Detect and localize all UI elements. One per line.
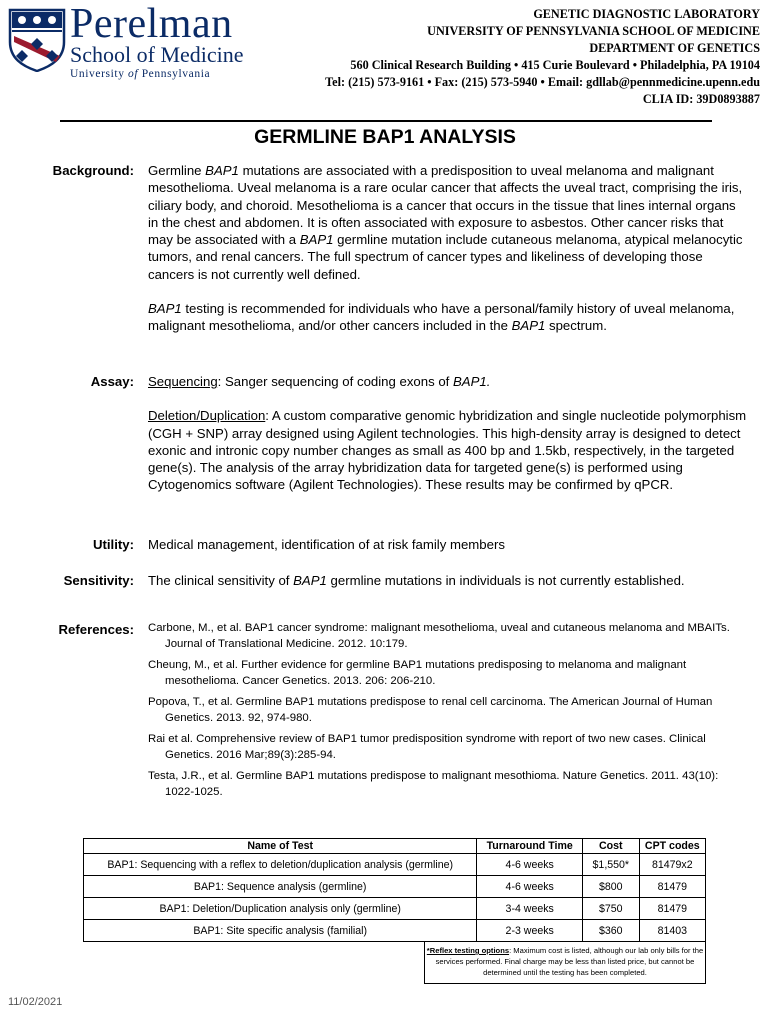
test-cpt: 81479 <box>639 876 705 898</box>
assay-label: Assay: <box>90 374 134 389</box>
background-paragraph-2: BAP1 testing is recommended for individuals who have a personal/family history of uveal melanoma, malignant mesothelioma, and/or other cancers included in the BAP1 spectrum. <box>148 301 735 334</box>
test-cpt: 81479x2 <box>639 854 705 876</box>
test-name: BAP1: Site specific analysis (familial) <box>84 920 477 942</box>
utility-text: Medical management, identification of at risk family members <box>148 537 505 552</box>
test-cost: $1,550* <box>583 854 640 876</box>
background-text <box>148 162 748 335</box>
background-paragraph-1: Germline BAP1 mutations are associated with a predisposition to uveal melanoma and malignant mesothelioma. Uveal melanoma is a rare ocular cancer that affects the uveal tract, comprising the iris, ciliary body, and choroid. Mesothelioma is a cancer that occurs in the tissue that lines internal organs in the chest and abdomen. It is often associated with exposure to asbestos. Other cancer risks that may be associated with a BAP1 germline mutation include cutaneous melanoma, atypical melanocytic tumors, and renal cancers. The full spectrum of cancer types and likeliness of developing those cancers is not currently well defined. <box>148 163 743 282</box>
header-divider <box>60 120 712 122</box>
lab-header <box>240 6 760 108</box>
header-name-of-test: Name of Test <box>84 839 477 854</box>
reference-item: Rai et al. Comprehensive review of BAP1 tumor predisposition syndrome with report of two new cases. Clinical Genetics. 2016 Mar;89(3):285-94. <box>148 733 706 761</box>
references-list <box>148 621 733 800</box>
test-cost: $750 <box>583 898 640 920</box>
references-label: References: <box>58 622 134 637</box>
table-row <box>84 920 706 942</box>
table-row <box>84 854 706 876</box>
test-cpt: 81479 <box>639 898 705 920</box>
logo-university: University of Pennsylvania <box>70 68 211 80</box>
lab-name: GENETIC DIAGNOSTIC LABORATORY <box>533 7 760 21</box>
sensitivity-label: Sensitivity: <box>63 573 134 588</box>
test-turnaround: 2-3 weeks <box>477 920 583 942</box>
reference-item: Cheung, M., et al. Further evidence for germline BAP1 mutations predisposing to melanoma and malignant mesothelioma. Cancer Genetics. 2013. 206: 206-210. <box>148 659 687 687</box>
penn-shield-icon <box>8 8 66 72</box>
test-pricing-table <box>83 838 706 942</box>
logo-school: School of Medicine <box>70 42 244 67</box>
lab-address: 560 Clinical Research Building • 415 Curie Boulevard • Philadelphia, PA 19104 <box>350 58 760 72</box>
reflex-testing-note: *Reflex testing options: Maximum cost is listed, although our lab only bills for the services performed. Final charge may be less than listed price, but cannot be determined until the testing has been completed. <box>424 941 706 984</box>
header-cost: Cost <box>583 839 640 854</box>
background-label: Background: <box>52 163 134 178</box>
test-cpt: 81403 <box>639 920 705 942</box>
header-turnaround-time: Turnaround Time <box>477 839 583 854</box>
reference-item: Carbone, M., et al. BAP1 cancer syndrome: malignant mesothelioma, uveal and cutaneous melanoma and MBAITs. Journal of Translational Medicine. 2012. 10:179. <box>148 622 730 650</box>
assay-sequencing: Sequencing: Sanger sequencing of coding exons of BAP1. <box>148 374 491 389</box>
test-turnaround: 4-6 weeks <box>477 854 583 876</box>
table-row <box>84 876 706 898</box>
assay-text <box>148 373 748 494</box>
reference-item: Popova, T., et al. Germline BAP1 mutations predispose to renal cell carcinoma. The American Journal of Human Genetics. 2013. 92, 974-980. <box>148 696 713 724</box>
test-turnaround: 4-6 weeks <box>477 876 583 898</box>
test-name: BAP1: Deletion/Duplication analysis only (germline) <box>84 898 477 920</box>
test-name: BAP1: Sequence analysis (germline) <box>84 876 477 898</box>
test-turnaround: 3-4 weeks <box>477 898 583 920</box>
assay-deletion-duplication: Deletion/Duplication: A custom comparative genomic hybridization and single nucleotide polymorphism (CGH + SNP) array designed using Agilent technologies. This high-density array is designed to detect exonic and intronic copy number changes as small as 400 bp and 1.5kb, respectively, in the targeted gene(s). The analysis of the array hybridization data for targeted gene(s) is performed using Cytogenomics software (Agilent Technologies). These results may be confirmed by qPCR. <box>148 408 747 493</box>
test-cost: $800 <box>583 876 640 898</box>
perelman-logo <box>8 1 258 80</box>
table-header-row <box>84 839 706 854</box>
test-name: BAP1: Sequencing with a reflex to deletion/duplication analysis (germline) <box>84 854 477 876</box>
lab-contact: Tel: (215) 573-9161 • Fax: (215) 573-5940 • Email: gdllab@pennmedicine.upenn.edu <box>325 75 760 89</box>
department-name: DEPARTMENT OF GENETICS <box>589 41 760 55</box>
page-title: GERMLINE BAP1 ANALYSIS <box>254 126 516 148</box>
test-cost: $360 <box>583 920 640 942</box>
footer-date: 11/02/2021 <box>8 996 63 1008</box>
header-cpt-codes: CPT codes <box>639 839 705 854</box>
university-name: UNIVERSITY OF PENNSYLVANIA SCHOOL OF MEDICINE <box>427 24 760 38</box>
utility-label: Utility: <box>92 537 134 552</box>
table-row <box>84 898 706 920</box>
logo-name: Perelman <box>70 1 233 47</box>
sensitivity-text: The clinical sensitivity of BAP1 germline mutations in individuals is not currently established. <box>148 573 685 588</box>
reference-item: Testa, J.R., et al. Germline BAP1 mutations predispose to malignant mesothioma. Nature Genetics. 2011. 43(10): 1022-1025. <box>148 770 719 798</box>
clia-id: CLIA ID: 39D0893887 <box>642 92 760 106</box>
